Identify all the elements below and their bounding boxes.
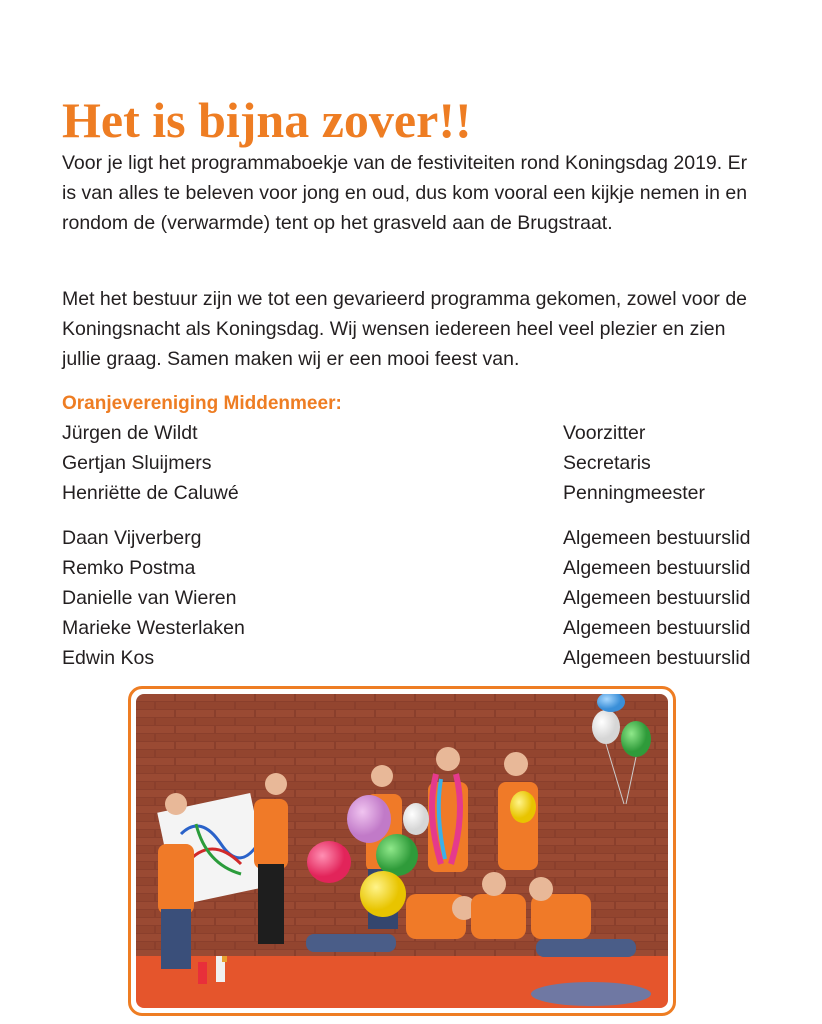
- member-name: Remko Postma: [62, 557, 196, 579]
- group-photo-illustration: [136, 694, 668, 1008]
- member-role: Algemeen bestuurslid: [563, 557, 751, 579]
- board-member-row: [62, 553, 777, 583]
- board-member-row: [62, 643, 777, 673]
- member-name: Henriëtte de Caluwé: [62, 482, 239, 504]
- member-role: Voorzitter: [563, 422, 646, 444]
- member-name: Marieke Westerlaken: [62, 617, 245, 639]
- member-role: Secretaris: [563, 452, 651, 474]
- board-member-row: [62, 478, 777, 508]
- group-photo-frame: [128, 686, 676, 1016]
- member-name: Edwin Kos: [62, 647, 155, 669]
- page-title: Het is bijna zover!!: [62, 92, 472, 148]
- member-role: Algemeen bestuurslid: [563, 647, 751, 669]
- member-role: Algemeen bestuurslid: [563, 587, 751, 609]
- member-role: Algemeen bestuurslid: [563, 617, 751, 639]
- member-role: Algemeen bestuurslid: [563, 527, 751, 549]
- board-member-row: [62, 418, 777, 448]
- member-name: Danielle van Wieren: [62, 587, 237, 609]
- member-name: Daan Vijverberg: [62, 527, 202, 549]
- intro-paragraph: Met het bestuur zijn we tot een gevarieerd programma gekomen, zowel voor de Koningsnacht als Koningsdag. Wij wensen iedereen heel veel plezier en zien jullie graag. Samen maken wij er een mooi feest van.: [62, 288, 748, 370]
- member-name: Gertjan Sluijmers: [62, 452, 212, 474]
- board-member-row: [62, 583, 777, 613]
- group-photo: [136, 694, 668, 1008]
- board-member-row: [62, 448, 777, 478]
- confetti-pile: [531, 982, 651, 1006]
- member-role: Penningmeester: [563, 482, 706, 504]
- member-name: Jürgen de Wildt: [62, 422, 198, 444]
- intro-paragraph: Voor je ligt het programmaboekje van de festiviteiten rond Koningsdag 2019. Er is van alles te beleven voor jong en oud, dus kom vooral een kijkje nemen in en rondom de (verwarmde) tent op het grasveld aan de Brugstraat.: [62, 152, 748, 234]
- board-heading: Oranjevereniging Middenmeer:: [62, 393, 342, 414]
- board-member-row: [62, 523, 777, 553]
- board-member-row: [62, 613, 777, 643]
